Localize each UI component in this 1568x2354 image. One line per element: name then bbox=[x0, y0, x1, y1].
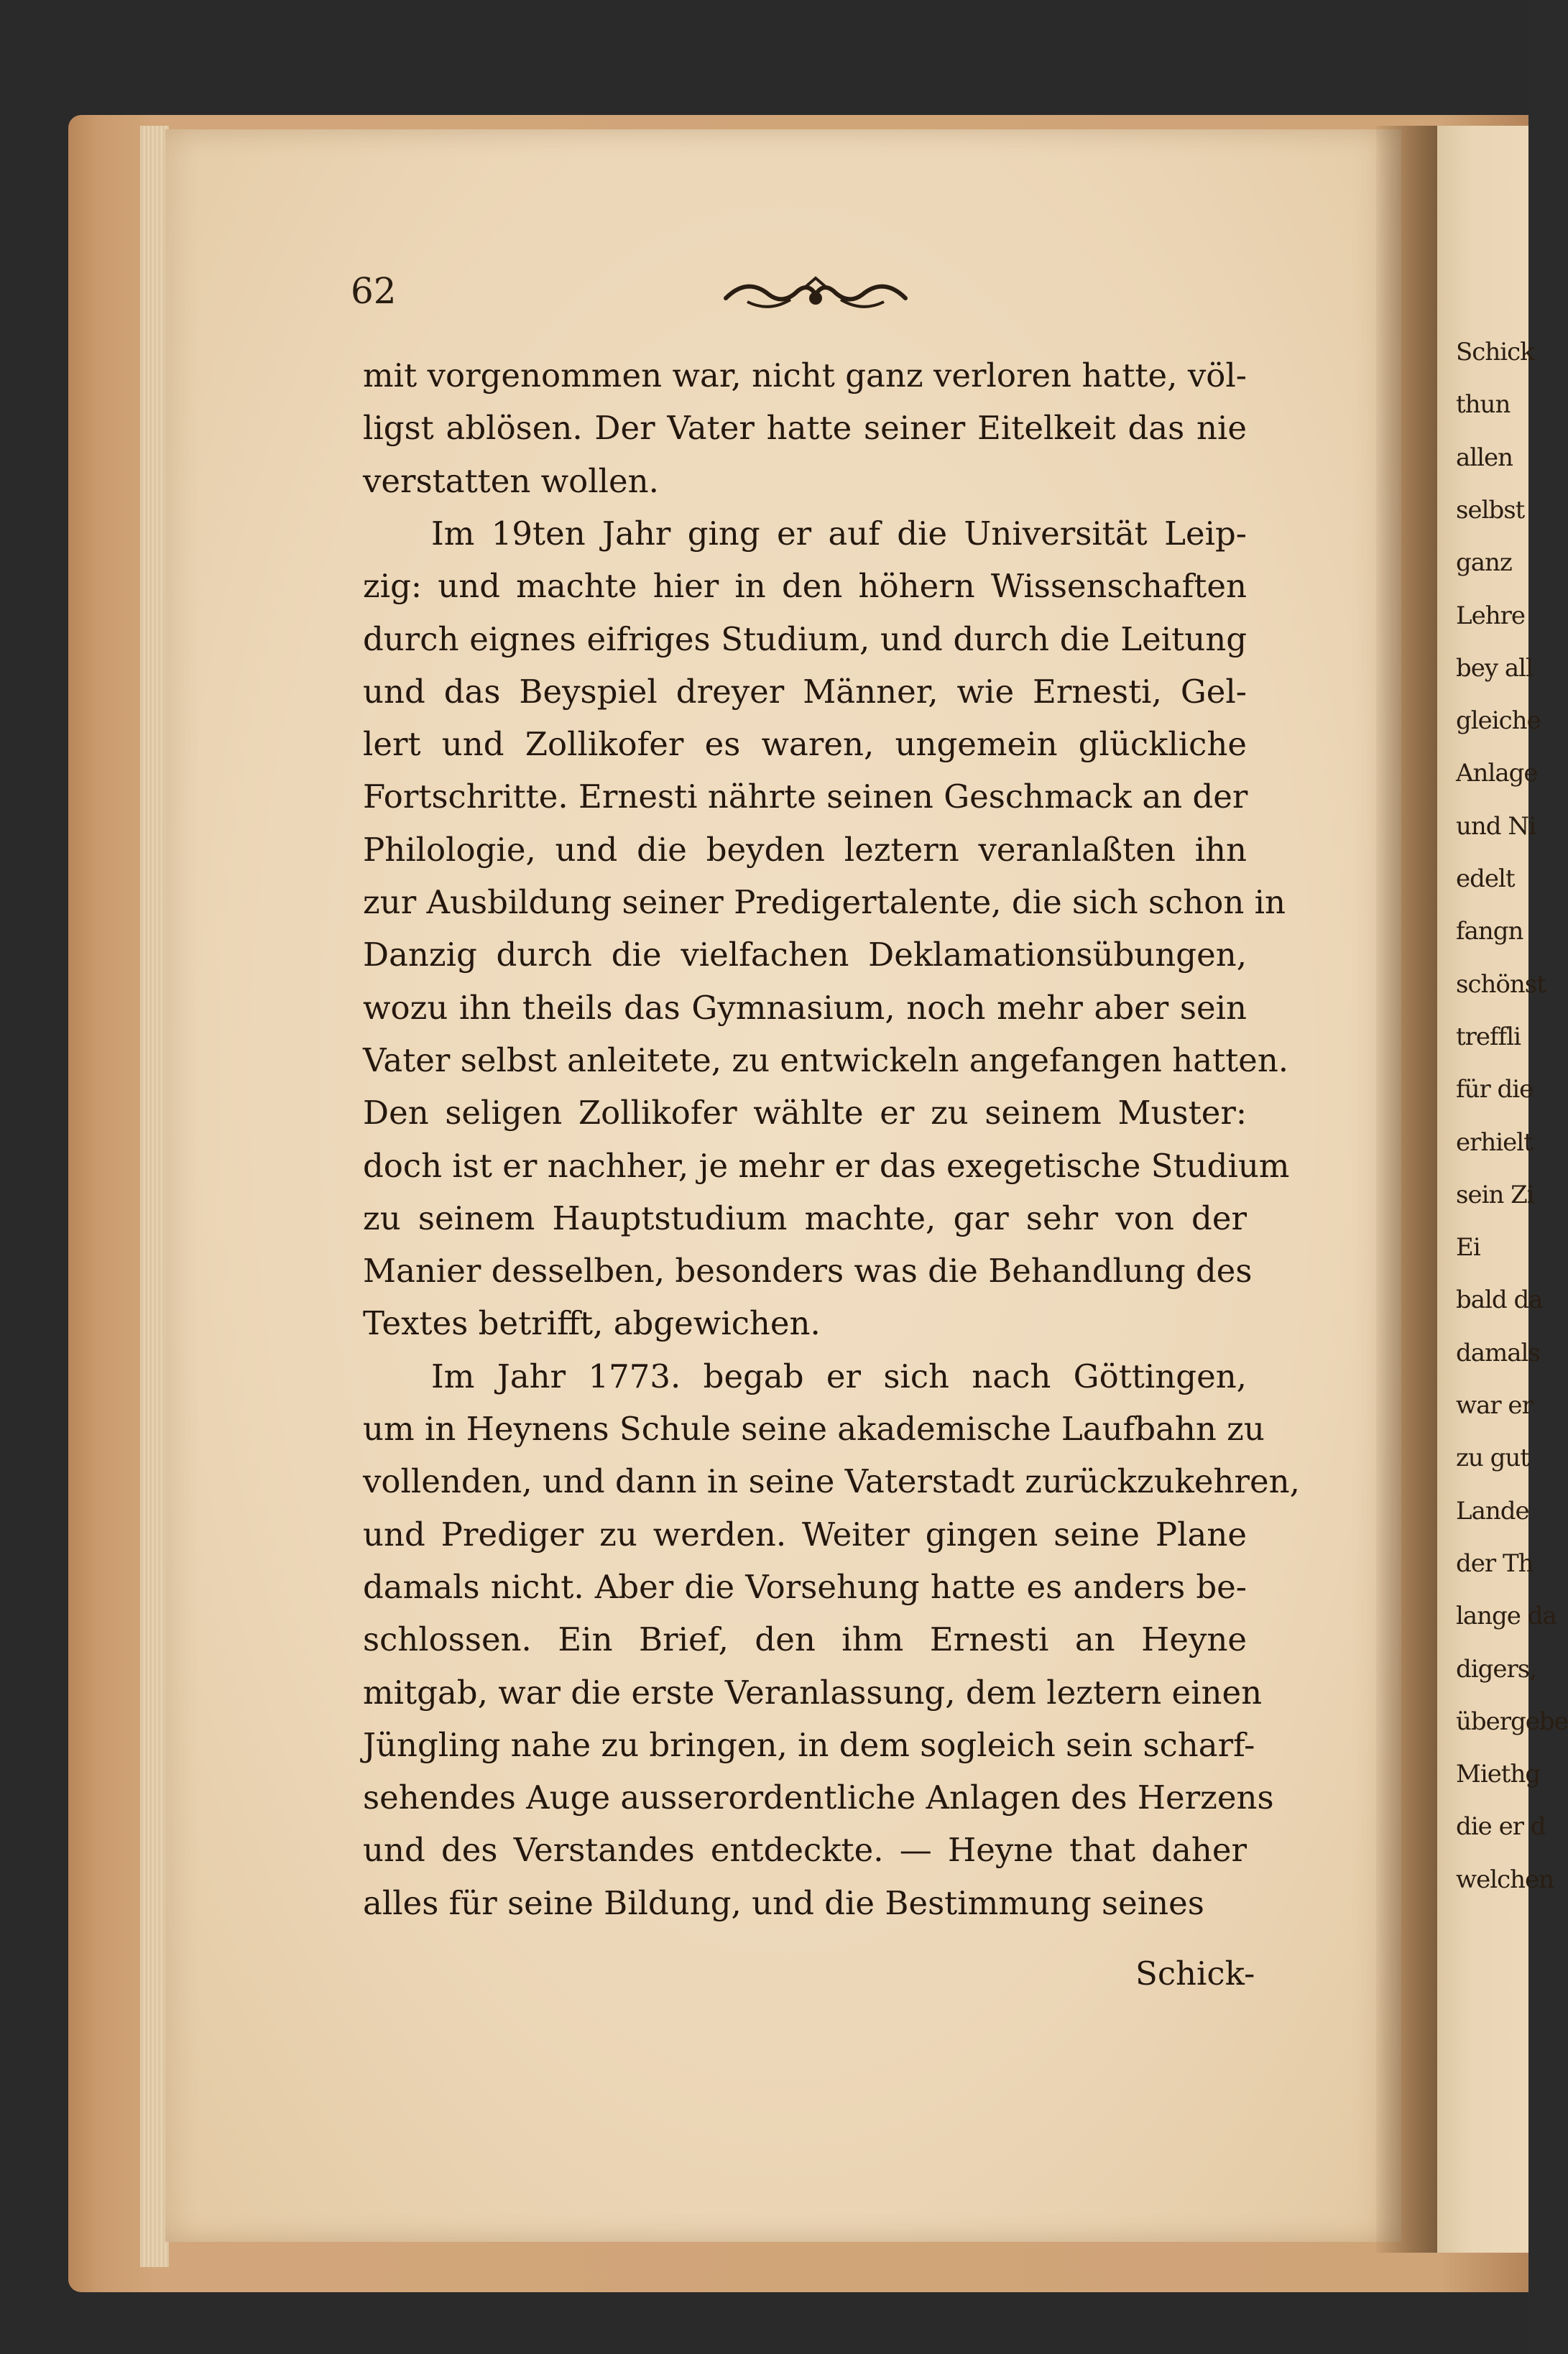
text-line: Fortschritte. Ernesti nährte seinen Geschmack an der bbox=[363, 777, 1248, 816]
text-line: Textes betrifft, abgewichen. bbox=[363, 1304, 821, 1343]
facing-page-fragment: gleiche bbox=[1456, 706, 1541, 736]
facing-page-fragment: bey all bbox=[1456, 653, 1533, 683]
facing-page-fragment: lange da bbox=[1456, 1602, 1557, 1631]
text-line: schlossen. Ein Brief, den ihm Ernesti an Heyne bbox=[363, 1620, 1247, 1659]
facing-page-fragment: schönst bbox=[1456, 969, 1546, 999]
facing-page-fragment: war er bbox=[1456, 1391, 1533, 1420]
text-line: verstatten wollen. bbox=[363, 461, 659, 500]
text-line: um in Heynens Schule seine akademische Laufbahn zu bbox=[363, 1410, 1265, 1448]
facing-page-fragment: thun bbox=[1456, 390, 1511, 420]
facing-page-fragment: Schick bbox=[1456, 338, 1534, 366]
text-line: Manier desselben, besonders was die Behandlung des bbox=[363, 1252, 1253, 1291]
ornament-vignette-icon bbox=[719, 269, 913, 320]
facing-page-fragment: welchen bbox=[1456, 1865, 1554, 1894]
facing-page-fragment: der Th bbox=[1456, 1548, 1534, 1578]
text-line: zig: und machte hier in den höhern Wissenschaften bbox=[363, 567, 1247, 606]
page-number: 62 bbox=[351, 270, 397, 312]
text-line: Jüngling nahe zu bringen, in dem sogleich sein scharf- bbox=[363, 1725, 1255, 1764]
facing-page-fragment: die er d bbox=[1456, 1812, 1546, 1842]
text-line: Philologie, und die beyden leztern veranlaßten ihn bbox=[363, 830, 1247, 869]
text-line: Den seligen Zollikofer wählte er zu seinem Muster: bbox=[363, 1094, 1247, 1132]
facing-page-fragment: digers, bbox=[1456, 1654, 1537, 1684]
facing-page-fragment: Lande bbox=[1456, 1496, 1529, 1526]
binding-gutter bbox=[1376, 126, 1441, 2253]
facing-page-fragment: ganz bbox=[1456, 548, 1512, 578]
facing-page-fragment: übergebe bbox=[1456, 1707, 1568, 1736]
text-line: ligst ablösen. Der Vater hatte seiner Eitelkeit das nie bbox=[363, 409, 1247, 448]
text-line: vollenden, und dann in seine Vaterstadt zurückzukehren, bbox=[363, 1462, 1300, 1501]
facing-page-fragment: erhielt bbox=[1456, 1127, 1533, 1157]
facing-page-fragment: Anlage bbox=[1456, 759, 1538, 788]
facing-page-fragment: selbst bbox=[1456, 495, 1525, 525]
text-line: Danzig durch die vielfachen Deklamationsübungen, bbox=[363, 936, 1247, 974]
text-line: Vater selbst anleitete, zu entwickeln angefangen hatten. bbox=[363, 1040, 1289, 1079]
facing-page-fragment: Lehre bbox=[1456, 601, 1525, 630]
text-line: und des Verstandes entdeckte. — Heyne that daher bbox=[363, 1831, 1247, 1870]
facing-page-fragment: edelt bbox=[1456, 864, 1515, 893]
facing-page-fragment: für die bbox=[1456, 1075, 1534, 1104]
text-line: durch eignes eifriges Studium, und durch die Leitung bbox=[363, 619, 1247, 658]
text-line: mit vorgenommen war, nicht ganz verloren hatte, völ- bbox=[363, 356, 1247, 394]
text-line: Im 19ten Jahr ging er auf die Universität Leip- bbox=[431, 514, 1247, 553]
facing-page-fragment: zu gut bbox=[1456, 1444, 1529, 1473]
text-line: wozu ihn theils das Gymnasium, noch mehr aber sein bbox=[363, 988, 1247, 1027]
facing-page-fragment: treffli bbox=[1456, 1022, 1521, 1051]
text-line: und das Beyspiel dreyer Männer, wie Ernesti, Gel- bbox=[363, 672, 1247, 711]
page-stack-edge bbox=[140, 126, 169, 2267]
text-line: zu seinem Hauptstudium machte, gar sehr von der bbox=[363, 1199, 1247, 1237]
facing-page-fragment: Miethg bbox=[1456, 1760, 1541, 1789]
text-line: damals nicht. Aber die Vorsehung hatte es anders be- bbox=[363, 1567, 1247, 1606]
facing-page-fragment: Ei bbox=[1456, 1233, 1480, 1263]
text-line: mitgab, war die erste Veranlassung, dem leztern einen bbox=[363, 1673, 1263, 1712]
facing-page-fragment: allen bbox=[1456, 443, 1513, 472]
facing-page bbox=[1437, 126, 1568, 2253]
facing-page-fragment: und Ni bbox=[1456, 811, 1536, 841]
text-line: und Prediger zu werden. Weiter gingen seine Plane bbox=[363, 1515, 1247, 1554]
facing-page-fragment: sein Zi bbox=[1456, 1180, 1534, 1209]
text-line: alles für seine Bildung, und die Bestimmung seines bbox=[363, 1883, 1204, 1922]
text-line: lert und Zollikofer es waren, ungemein glückliche bbox=[363, 725, 1247, 764]
facing-page-fragment: damals bbox=[1456, 1338, 1540, 1367]
text-line: sehendes Auge ausserordentliche Anlagen des Herzens bbox=[363, 1778, 1274, 1817]
text-line: doch ist er nachher, je mehr er das exegetische Studium bbox=[363, 1146, 1290, 1185]
catchword: Schick- bbox=[1135, 1954, 1255, 1993]
text-line: zur Ausbildung seiner Predigertalente, die sich schon in bbox=[363, 883, 1286, 921]
facing-page-fragment: bald da bbox=[1456, 1286, 1543, 1315]
facing-page-fragment: fangn bbox=[1456, 917, 1523, 946]
text-line: Im Jahr 1773. begab er sich nach Göttingen, bbox=[431, 1357, 1247, 1395]
